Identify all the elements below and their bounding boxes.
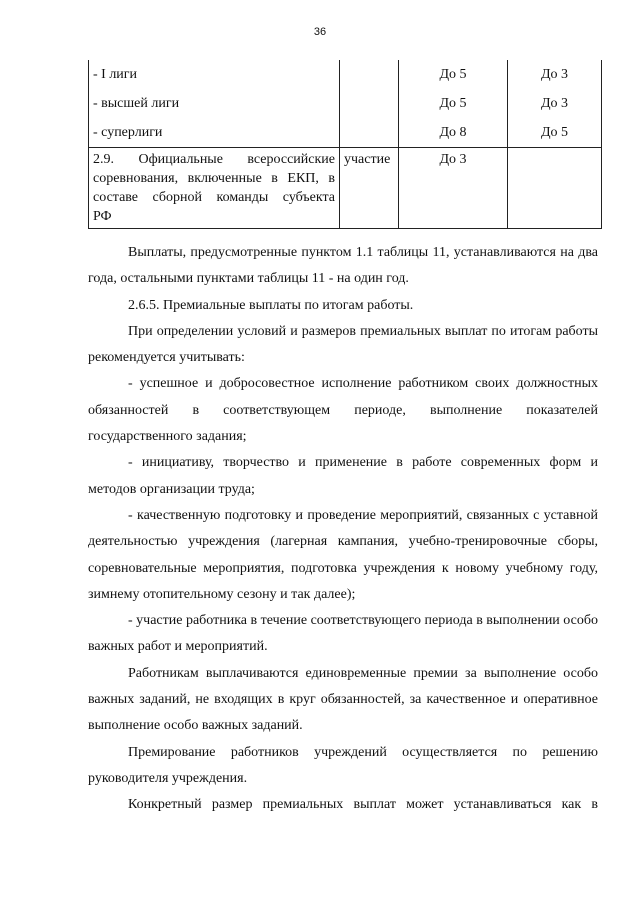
row-name: - суперлиги	[89, 118, 340, 148]
section-name-line: 2.9. Официальные всероссийские	[93, 152, 335, 167]
row-unit	[340, 89, 399, 118]
row-value-a: До 5	[399, 89, 508, 118]
table-row	[89, 118, 602, 148]
section-name-line: соревнования, включенные в ЕКП, в	[93, 171, 335, 186]
paragraph: - участие работника в течение соответствующего периода в выполнении особо важных работ и мероприятий.	[88, 613, 598, 655]
bonus-points-table	[88, 60, 602, 229]
paragraph: - инициативу, творчество и применение в работе современных форм и методов организации труда;	[88, 455, 598, 497]
paragraph: 2.6.5. Премиальные выплаты по итогам работы.	[128, 297, 414, 313]
row-value-b: До 3	[508, 89, 602, 118]
row-unit	[340, 60, 399, 89]
row-value-a: До 8	[399, 118, 508, 148]
paragraph: Выплаты, предусмотренные пунктом 1.1 таблицы 11, устанавливаются на два года, остальными пунктами таблицы 11 - на один год.	[88, 245, 598, 287]
section-unit: участие	[340, 148, 399, 229]
section-value-b	[508, 148, 602, 229]
page-number: 36	[313, 26, 327, 38]
row-value-b: До 5	[508, 118, 602, 148]
section-name-line: РФ	[93, 209, 112, 224]
row-unit	[340, 118, 399, 148]
paragraph: Премирование работников учреждений осуществляется по решению руководителя учреждения.	[88, 744, 598, 786]
row-value-a: До 5	[399, 60, 508, 89]
table-row	[89, 60, 602, 89]
paragraph: При определении условий и размеров премиальных выплат по итогам работы рекомендуется учитывать:	[88, 323, 598, 366]
section-name	[89, 148, 340, 229]
row-name: - высшей лиги	[89, 89, 340, 118]
paragraph: Конкретный размер премиальных выплат может устанавливаться как в	[128, 797, 598, 813]
table-row	[89, 89, 602, 118]
table-row-section-2-9	[89, 148, 602, 229]
paragraph: - качественную подготовку и проведение мероприятий, связанных с уставной деятельностью учреждения (лагерная кампания, учебно-тренировочные сборы, соревновательные мероприятия, подготовка учреждения к новому учебному году, зимнему отопительному сезону и так далее);	[88, 507, 598, 602]
paragraph: Работникам выплачиваются единовременные премии за выполнение особо важных заданий, не входящих в круг обязанностей, за качественное и оперативное выполнение особо важных заданий.	[88, 665, 598, 734]
section-name-line: составе сборной команды субъекта	[93, 190, 335, 205]
section-value-a: До 3	[399, 148, 508, 229]
row-value-b: До 3	[508, 60, 602, 89]
paragraph: - успешное и добросовестное исполнение работником своих должностных обязанностей в соответствующем периоде, выполнение показателей государственного задания;	[88, 376, 598, 445]
row-name: - I лиги	[89, 60, 340, 89]
body-text	[88, 240, 598, 819]
